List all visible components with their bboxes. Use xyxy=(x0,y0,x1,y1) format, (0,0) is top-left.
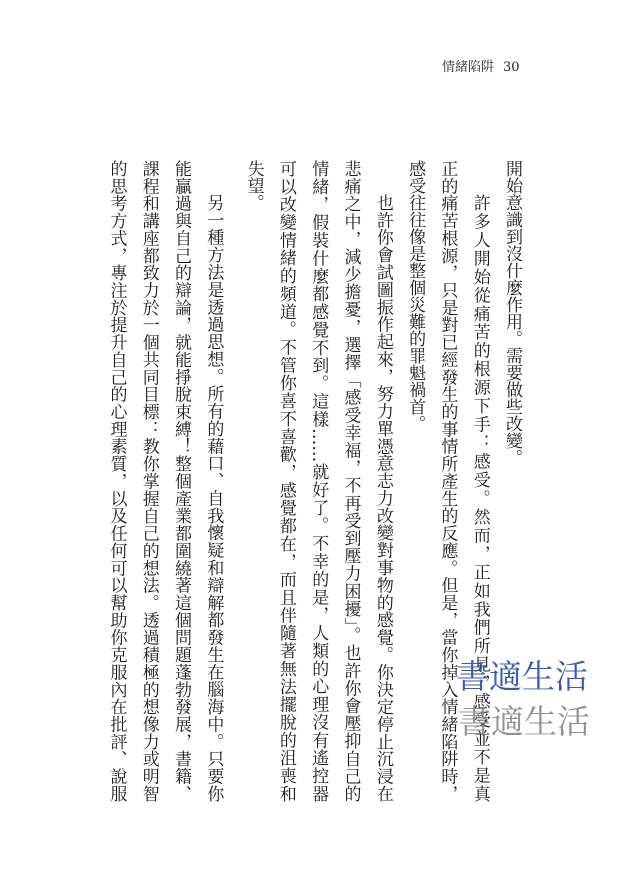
text-column: 另一種方法是透過思想。所有的藉口、自我懷疑和辯解都發生在腦海中。只要你 xyxy=(203,194,224,802)
text-column: 也許你會試圖振作起來，努力單憑意志力改變對事物的感覺。你決定停止沉浸在 xyxy=(372,194,393,802)
text-column: 失望。 xyxy=(243,160,264,211)
running-header xyxy=(442,59,520,77)
text-column: 許多人開始從痛苦的根源下手：感受。然而，正如我們所見，感受並不是真 xyxy=(469,194,490,802)
book-title: 情緒陷阱 xyxy=(442,60,495,75)
text-column: 情緒，假裝什麼都感覺不到。這樣……就好了。不幸的是，人類的心理沒有遙控器 xyxy=(308,160,329,802)
text-column: 感受往往像是整個災難的罪魁禍首。 xyxy=(405,160,426,432)
watermark-primary: 書適生活 xyxy=(456,657,588,696)
vertical-text-body xyxy=(100,160,528,802)
text-column: 可以改變情緒的頻道。不管你喜不喜歡，感覺都在，而且伴隨著無法擺脫的沮喪和 xyxy=(275,160,296,802)
watermark-secondary: 書適生活 xyxy=(458,702,590,741)
page-number: 30 xyxy=(503,60,520,75)
text-column: 正的痛苦根源，只是對已經發生的事情所產生的反應。但是，當你掉入情緒陷阱時， xyxy=(437,160,458,802)
text-column: 悲痛之中，減少擔憂，選擇「感受幸福，不再受到壓力困擾」。也許你會壓抑自己的 xyxy=(340,160,361,802)
text-column: 的思考方式，專注於提升自己的心理素質，以及任何可以幫助你克服內在批評、說服 xyxy=(106,160,127,802)
text-column: 課程和講座都致力於一個共同目標：教你掌握自己的想法。透過積極的想像力或明智 xyxy=(138,160,159,802)
text-column: 能贏過與自己的辯論，就能掙脫束縛！整個產業都圍繞著這個問題蓬勃發展，書籍、 xyxy=(171,160,192,802)
text-column: 開始意識到沒什麼作用。需要做些改變。 xyxy=(502,160,522,466)
